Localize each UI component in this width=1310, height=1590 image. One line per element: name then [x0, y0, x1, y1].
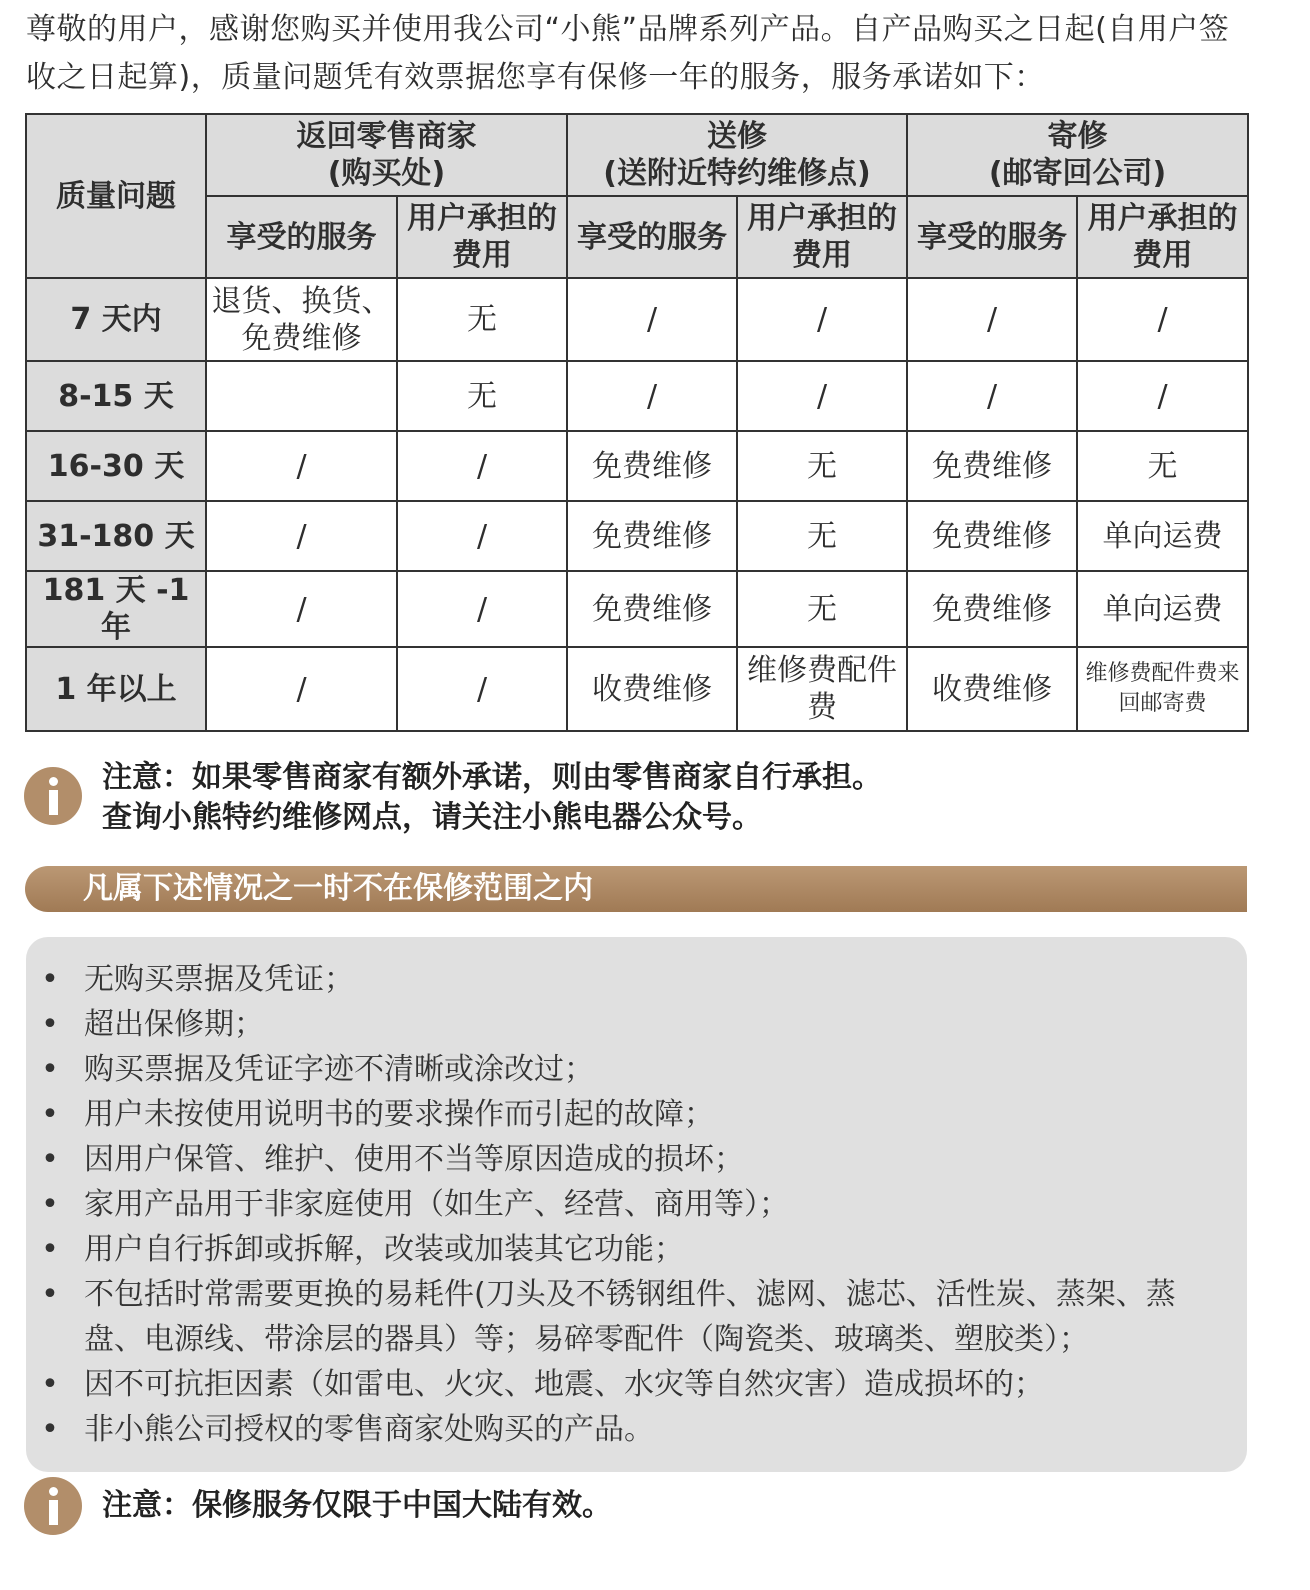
- table-row: [26, 278, 1248, 361]
- info-icon: [24, 1477, 82, 1535]
- table-cell: 免费维修: [567, 431, 737, 501]
- table-cell: 免费维修: [907, 501, 1077, 571]
- row-period: 181 天 -1 年: [26, 571, 206, 647]
- table-cell: 无: [737, 431, 907, 501]
- table-row: [26, 501, 1248, 571]
- table-cell: 免费维修: [567, 571, 737, 647]
- list-item-text: 家用产品用于非家庭使用（如生产、经营、商用等）；: [84, 1187, 789, 1222]
- list-item: [26, 1182, 1226, 1227]
- list-item-text: 因用户保管、维护、使用不当等原因造成的损坏；: [84, 1142, 744, 1177]
- row-period: 7 天内: [26, 278, 206, 361]
- table-cell: /: [397, 571, 567, 647]
- bullet: •: [41, 1142, 59, 1177]
- intro-paragraph: 尊敬的用户，感谢您购买并使用我公司“小熊”品牌系列产品。自产品购买之日起(自用户签收之日起算)，质量问题凭有效票据您享有保修一年的服务，服务承诺如下：: [26, 12, 1230, 95]
- exclusions-panel: [26, 937, 1247, 1472]
- table-cell: 收费维修: [567, 647, 737, 731]
- list-item: [26, 1092, 1226, 1137]
- info-icon: [24, 767, 82, 825]
- list-item: [26, 1047, 1226, 1092]
- list-item: [26, 1002, 1226, 1047]
- list-item-text: 因不可抗拒因素（如雷电、火灾、地震、水灾等自然灾害）造成损坏的；: [84, 1367, 1044, 1402]
- note-line: 注意：如果零售商家有额外承诺，则由零售商家自行承担。: [102, 760, 882, 795]
- subheader-service: 享受的服务: [567, 196, 737, 278]
- group-header-title: 送修: [707, 119, 767, 154]
- list-item-text: 用户自行拆卸或拆解，改装或加装其它功能；: [84, 1232, 684, 1267]
- table-cell: /: [907, 361, 1077, 431]
- bullet: •: [41, 1367, 59, 1402]
- table-cell: /: [397, 431, 567, 501]
- group-header-subtitle: (邮寄回公司): [988, 156, 1167, 191]
- table-cell: 维修费配件费: [737, 647, 907, 731]
- table-cell: 无: [397, 278, 567, 361]
- note-line: 查询小熊特约维修网点，请关注小熊电器公众号。: [102, 800, 762, 835]
- table-cell: /: [907, 278, 1077, 361]
- table-cell: /: [397, 647, 567, 731]
- list-item: [26, 1227, 1226, 1272]
- bullet: •: [41, 1097, 59, 1132]
- row-period: 8-15 天: [26, 361, 206, 431]
- table-cell: /: [737, 361, 907, 431]
- group-header-subtitle: (购买处): [327, 156, 446, 191]
- banner-title: 凡属下述情况之一时不在保修范围之内: [83, 871, 593, 906]
- table-cell: 无: [397, 361, 567, 431]
- subheader-cost: 用户承担的费用: [397, 196, 567, 278]
- bullet: •: [41, 962, 59, 997]
- subheader-service: 享受的服务: [907, 196, 1077, 278]
- table-cell: 免费维修: [907, 571, 1077, 647]
- table-cell: 无: [737, 501, 907, 571]
- table-header-row: [26, 114, 1248, 196]
- row-period: 16-30 天: [26, 431, 206, 501]
- table-cell: /: [737, 278, 907, 361]
- table-cell: /: [397, 501, 567, 571]
- group-header-title: 返回零售商家: [296, 119, 477, 154]
- row-period: 31-180 天: [26, 501, 206, 571]
- list-item-text: 不包括时常需要更换的易耗件(刀头及不锈钢组件、滤网、滤芯、活性炭、蒸架、蒸盘、电源线、带涂层的器具）等；易碎零配件（陶瓷类、玻璃类、塑胶类）；: [84, 1277, 1176, 1357]
- list-item-text: 用户未按使用说明书的要求操作而引起的故障；: [84, 1097, 714, 1132]
- list-item-text: 无购买票据及凭证；: [84, 962, 354, 997]
- bullet: •: [41, 1007, 59, 1042]
- table-row: [26, 431, 1248, 501]
- table-cell: /: [206, 501, 397, 571]
- group-header-title: 寄修: [1047, 119, 1108, 154]
- bullet: •: [41, 1187, 59, 1222]
- table-cell: 免费维修: [567, 501, 737, 571]
- table-cell: 无: [1077, 431, 1248, 501]
- subheader-cost: 用户承担的费用: [1077, 196, 1248, 278]
- table-cell: /: [206, 647, 397, 731]
- group-header-mail-in: [907, 114, 1248, 196]
- corner-header: 质量问题: [26, 114, 206, 278]
- bullet: •: [41, 1232, 59, 1267]
- table-row: [26, 571, 1248, 647]
- list-item-text: 非小熊公司授权的零售商家处购买的产品。: [84, 1412, 654, 1447]
- row-period: 1 年以上: [26, 647, 206, 731]
- table-cell: /: [567, 278, 737, 361]
- table-cell: 单向运费: [1077, 571, 1248, 647]
- list-item-text: 超出保修期；: [84, 1007, 264, 1042]
- table-cell: /: [206, 571, 397, 647]
- warranty-table: [25, 113, 1249, 732]
- list-item: [26, 1137, 1226, 1182]
- table-cell: 无: [737, 571, 907, 647]
- retailer-note: [102, 758, 1252, 838]
- table-cell: /: [1077, 278, 1248, 361]
- subheader-cost: 用户承担的费用: [737, 196, 907, 278]
- subheader-service: 享受的服务: [206, 196, 397, 278]
- table-cell: 退货、换货、免费维修: [206, 278, 397, 361]
- region-note: 注意：保修服务仅限于中国大陆有效。: [102, 1488, 612, 1523]
- table-row: [26, 361, 1248, 431]
- table-row: [26, 647, 1248, 731]
- table-cell: 收费维修: [907, 647, 1077, 731]
- bullet: •: [41, 1277, 59, 1312]
- list-item: [26, 1362, 1226, 1407]
- bullet: •: [41, 1052, 59, 1087]
- table-cell: /: [1077, 361, 1248, 431]
- group-header-repair-shop: [567, 114, 907, 196]
- list-item-text: 购买票据及凭证字迹不清晰或涂改过；: [84, 1052, 594, 1087]
- exclusions-list: [26, 957, 1226, 1452]
- bullet: •: [41, 1412, 59, 1447]
- group-header-retailer: [206, 114, 567, 196]
- table-cell: 单向运费: [1077, 501, 1248, 571]
- list-item: [26, 1272, 1226, 1362]
- table-cell: 维修费配件费来回邮寄费: [1077, 647, 1248, 731]
- table-cell: [206, 361, 397, 431]
- exclusions-banner: [25, 866, 1247, 912]
- table-cell: /: [567, 361, 737, 431]
- table-cell: /: [206, 431, 397, 501]
- list-item: [26, 957, 1226, 1002]
- list-item: [26, 1407, 1226, 1452]
- table-subheader-row: [26, 196, 1248, 278]
- table-cell: 免费维修: [907, 431, 1077, 501]
- group-header-subtitle: (送附近特约维修点): [603, 156, 871, 191]
